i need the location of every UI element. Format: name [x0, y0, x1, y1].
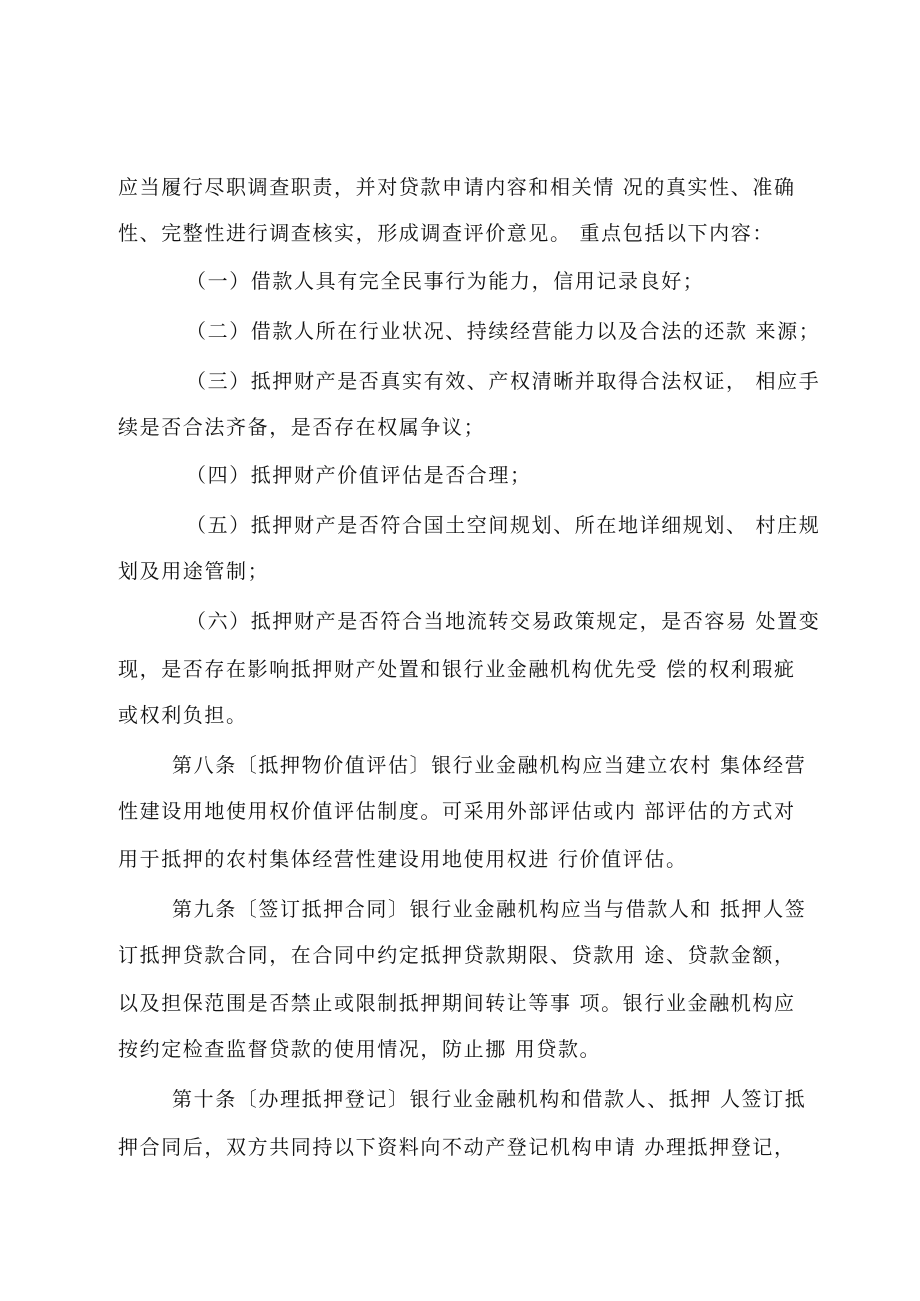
- text-line: （三）抵押财产是否真实有效、产权清晰并取得合法权证， 相应手: [186, 369, 821, 393]
- text-line: 性、完整性进行调查核实，形成调查评价意见。 重点包括以下内容：: [118, 221, 774, 245]
- text-line: （二）借款人所在行业状况、持续经营能力以及合法的还款 来源；: [186, 319, 821, 343]
- text-line: 划及用途管制；: [118, 559, 270, 583]
- text-line: 押合同后，双方共同持以下资料向不动产登记机构申请 办理抵押登记，: [118, 1135, 796, 1159]
- text-line: 应当履行尽职调查职责，并对贷款申请内容和相关情 况的真实性、准确: [118, 175, 796, 199]
- text-line: 或权利负担。: [118, 703, 248, 727]
- text-line: 订抵押贷款合同，在合同中约定抵押贷款期限、贷款用 途、贷款金额，: [118, 943, 796, 967]
- text-line: 用于抵押的农村集体经营性建设用地使用权进 行价值评估。: [118, 847, 688, 871]
- text-line: 第九条〔签订抵押合同〕银行业金融机构应当与借款人和 抵押人签: [172, 897, 807, 921]
- text-line: 现，是否存在影响抵押财产处置和银行业金融机构优先受 偿的权利瑕疵: [118, 657, 796, 681]
- text-line: （四）抵押财产价值评估是否合理；: [186, 463, 532, 487]
- text-line: （六）抵押财产是否符合当地流转交易政策规定，是否容易 处置变: [186, 609, 821, 633]
- text-line: （一）借款人具有完全民事行为能力，信用记录良好；: [186, 269, 705, 293]
- text-line: 按约定检查监督贷款的使用情况，防止挪 用贷款。: [118, 1037, 602, 1061]
- text-line: 续是否合法齐备，是否存在权属争议；: [118, 415, 486, 439]
- text-line: 以及担保范围是否禁止或限制抵押期间转让等事 项。银行业金融机构应: [118, 991, 796, 1015]
- text-line: 性建设用地使用权价值评估制度。可采用外部评估或内 部评估的方式对: [118, 799, 796, 823]
- text-line: （五）抵押财产是否符合国土空间规划、所在地详细规划、 村庄规: [186, 513, 821, 537]
- text-line: 第八条〔抵押物价值评估〕银行业金融机构应当建立农村 集体经营: [172, 753, 807, 777]
- text-line: 第十条〔办理抵押登记〕银行业金融机构和借款人、抵押 人签订抵: [172, 1087, 807, 1111]
